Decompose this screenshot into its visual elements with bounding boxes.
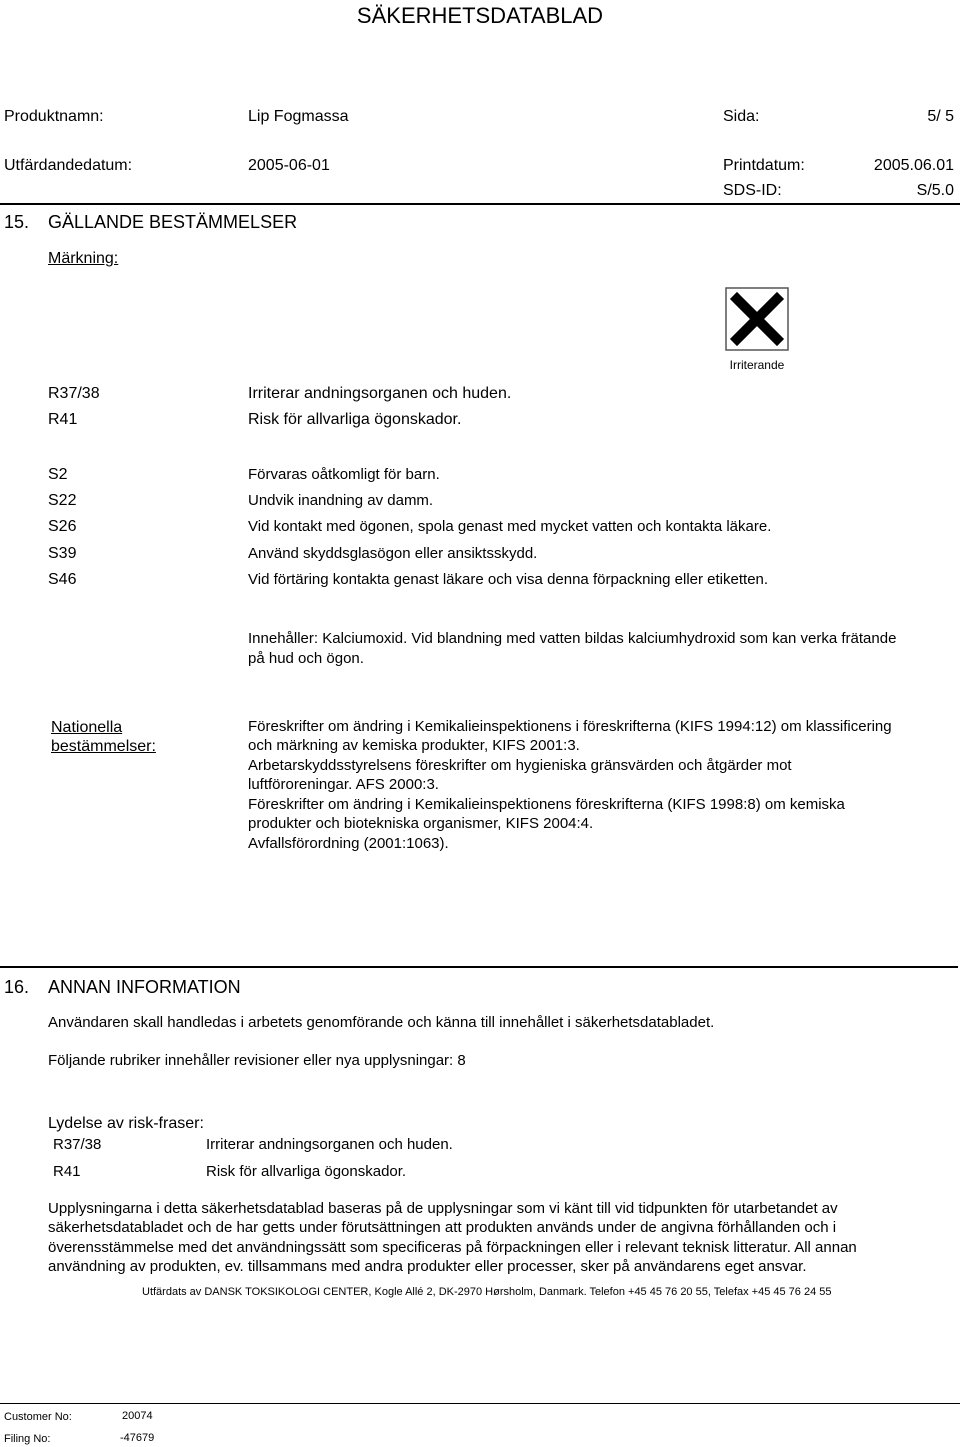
contains-text-line: på hud och ögon. <box>248 650 364 667</box>
national-line: Avfallsförordning (2001:1063). <box>248 835 449 852</box>
customer-no-label: Customer No: <box>4 1411 72 1423</box>
section-15-number: 15. <box>4 212 30 232</box>
print-date-label: Printdatum: <box>723 157 805 174</box>
national-line: luftföroreningar. AFS 2000:3. <box>248 776 439 793</box>
hazard-symbol <box>725 287 789 351</box>
national-line: Arbetarskyddsstyrelsens föreskrifter om hygieniska gränsvärden och åtgärder mot <box>248 757 792 774</box>
footer-rule <box>0 1403 960 1404</box>
sds-id-value: S/5.0 <box>916 182 954 199</box>
issue-date-label: Utfärdandedatum: <box>4 157 133 174</box>
national-label: Nationella <box>51 719 123 736</box>
national-line: Föreskrifter om ändring i Kemikalieinspektionens föreskrifterna (KIFS 1998:8) om kemiska <box>248 796 845 813</box>
s-phrase-code: S39 <box>48 545 77 562</box>
risk-phrase-code: R37/38 <box>53 1136 102 1153</box>
marking-label: Märkning: <box>48 250 119 267</box>
risk-phrase-text: Risk för allvarliga ögonskador. <box>206 1163 407 1180</box>
s-phrase-code: S2 <box>48 466 68 483</box>
risk-phrase-text: Irriterar andningsorganen och huden. <box>206 1136 453 1153</box>
r-phrase-code: R37/38 <box>48 385 100 402</box>
section-16-title: ANNAN INFORMATION <box>48 977 241 997</box>
r-phrase-text: Risk för allvarliga ögonskador. <box>248 411 462 428</box>
s-phrase-text: Använd skyddsglasögon eller ansiktsskydd. <box>248 545 538 562</box>
page-label: Sida: <box>723 108 760 125</box>
section-16-number: 16. <box>4 977 30 997</box>
national-line: produkter och biotekniska organismer, KIFS 2004:4. <box>248 815 594 832</box>
filing-no-label: Filing No: <box>4 1433 51 1445</box>
national-label: bestämmelser: <box>51 738 156 755</box>
info-line: Användaren skall handledas i arbetets genomförande och känna till innehållet i säkerhetsdatabladet. <box>48 1014 715 1031</box>
r-phrase-text: Irriterar andningsorganen och huden. <box>248 385 512 402</box>
sds-id-label: SDS-ID: <box>723 182 782 199</box>
r-phrase-code: R41 <box>48 411 78 428</box>
s-phrase-code: S26 <box>48 518 77 535</box>
issued-by: Utfärdats av DANSK TOKSIKOLOGI CENTER, Kogle Allé 2, DK-2970 Hørsholm, Danmark. Telefon +45 45 76 20 55, Telefax +45 45 76 24 55 <box>142 1286 832 1298</box>
filing-no-value: -47679 <box>120 1432 155 1444</box>
national-line: Föreskrifter om ändring i Kemikalieinspektionens i föreskrifterna (KIFS 1994:12) om klassificering <box>248 718 892 735</box>
risk-phrases-label: Lydelse av risk-fraser: <box>48 1115 204 1132</box>
customer-no-value: 20074 <box>122 1410 153 1422</box>
issue-date-value: 2005-06-01 <box>248 157 330 174</box>
s-phrase-text: Förvaras oåtkomligt för barn. <box>248 466 440 483</box>
national-line: och märkning av kemiska produkter, KIFS 2001:3. <box>248 737 580 754</box>
page-value: 5/ 5 <box>927 108 954 125</box>
risk-phrase-code: R41 <box>53 1163 81 1180</box>
hazard-symbol-label: Irriterande <box>729 358 785 372</box>
product-label: Produktnamn: <box>4 108 104 125</box>
disclaimer-line: Upplysningarna i detta säkerhetsdatablad baseras på de upplysningar som vi känt till vid tidpunkten för utarbetandet av <box>48 1200 838 1217</box>
contains-text-line: Innehåller: Kalciumoxid. Vid blandning med vatten bildas kalciumhydroxid som kan verka frätande <box>248 630 897 647</box>
document-title: SÄKERHETSDATABLAD <box>356 3 604 28</box>
section-15-rule <box>0 203 960 205</box>
disclaimer-line: användning av produkten, ev. tillsammans med andra produkter eller processer, sker på användarens eget ansvar. <box>48 1258 807 1275</box>
section-16-rule <box>0 966 958 968</box>
s-phrase-text: Vid kontakt med ögonen, spola genast med mycket vatten och kontakta läkare. <box>248 518 772 535</box>
irritant-x-icon <box>725 287 789 351</box>
section-15-title: GÄLLANDE BESTÄMMELSER <box>48 212 298 232</box>
s-phrase-code: S46 <box>48 571 77 588</box>
disclaimer-line: överensstämmelse med det användningssätt som specificeras på förpackningen eller i relevant teknisk litteratur. All annan <box>48 1239 857 1256</box>
s-phrase-text: Undvik inandning av damm. <box>248 492 434 509</box>
product-value: Lip Fogmassa <box>248 108 349 125</box>
info-line: Följande rubriker innehåller revisioner eller nya upplysningar: 8 <box>48 1052 466 1069</box>
s-phrase-text: Vid förtäring kontakta genast läkare och visa denna förpackning eller etiketten. <box>248 571 769 588</box>
disclaimer-line: säkerhetsdatabladet och de har getts under förutsättningen att produkten används under de angivna förhållanden och i <box>48 1219 837 1236</box>
s-phrase-code: S22 <box>48 492 77 509</box>
print-date-value: 2005.06.01 <box>873 157 954 174</box>
